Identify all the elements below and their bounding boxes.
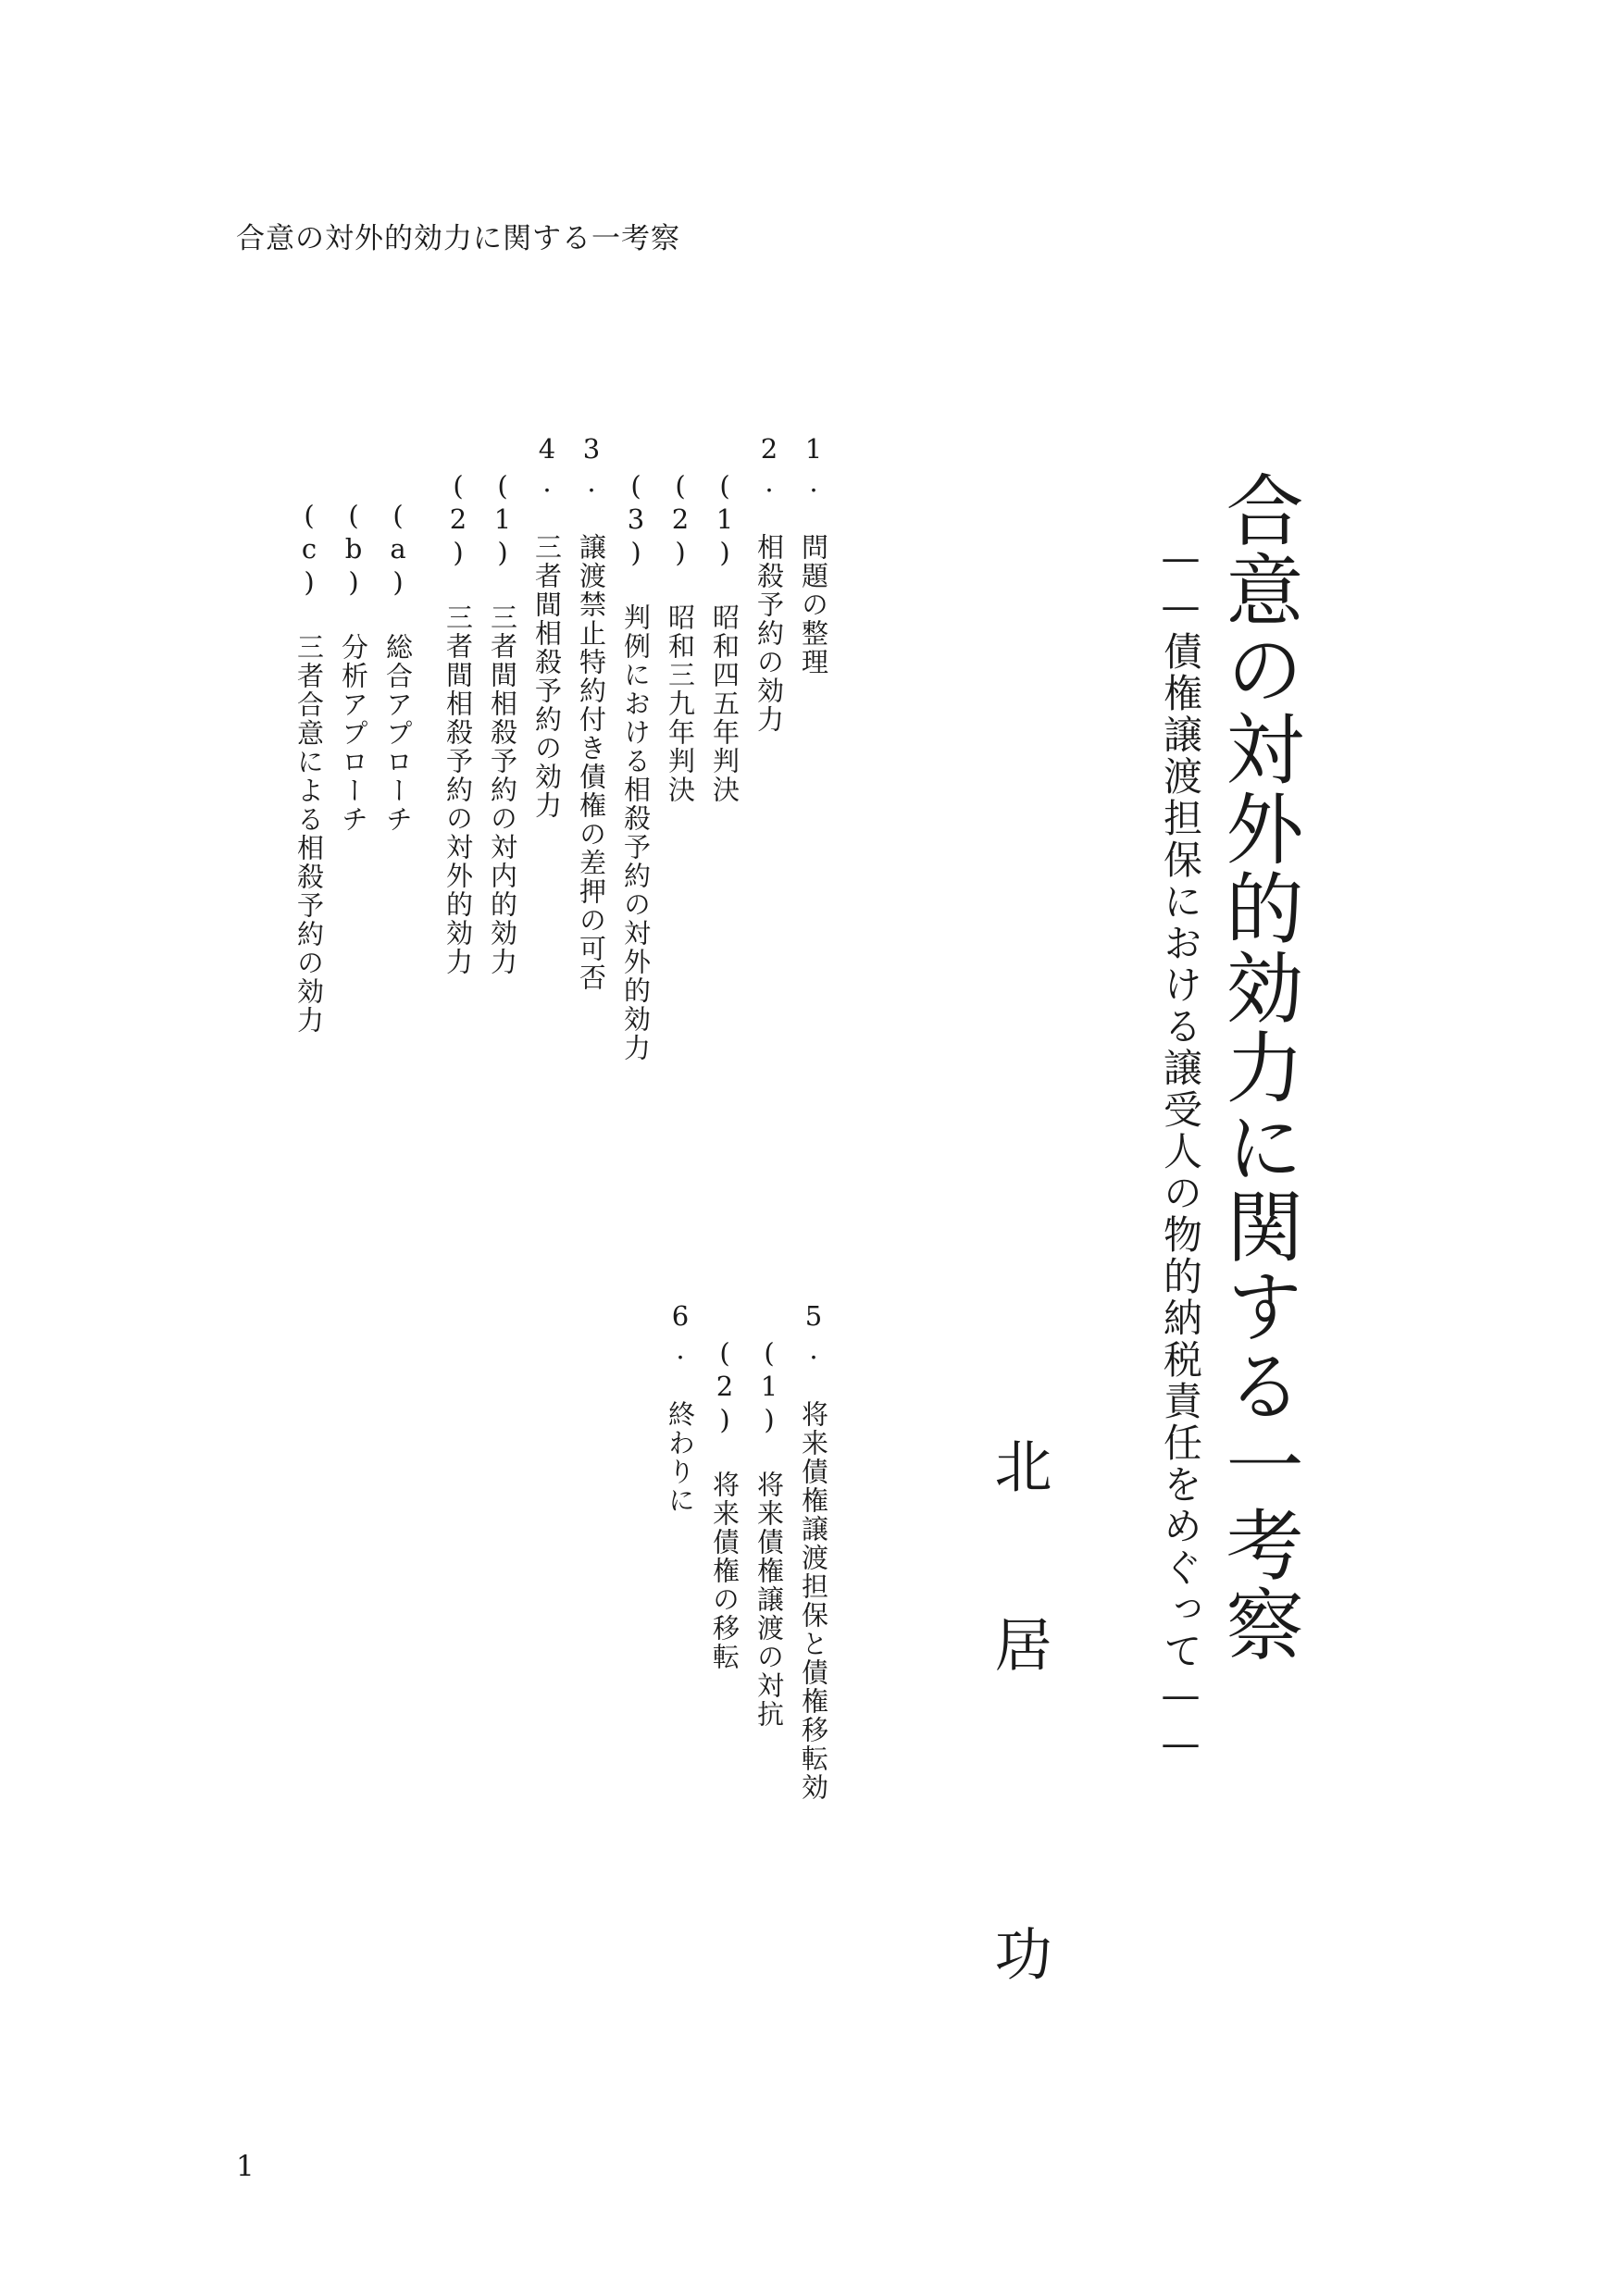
toc-entry: (a) 総合アプローチ bbox=[382, 500, 414, 834]
toc-entry: 5. 将来債権譲渡担保と債権移転効 bbox=[798, 1300, 829, 1802]
toc-entry: (c) 三者合意による相殺予約の効力 bbox=[293, 500, 325, 1035]
toc-entry: 6. 終わりに bbox=[665, 1300, 696, 1515]
author-name-char-3: 功 bbox=[985, 1924, 1052, 1981]
toc-entry: 2. 相殺予約の効力 bbox=[753, 433, 785, 734]
toc-entry: (1) 三者間相殺予約の対内的効力 bbox=[487, 470, 518, 976]
toc-entry: 4. 三者間相殺予約の効力 bbox=[531, 433, 563, 820]
author-name-char-1: 北 bbox=[985, 1436, 1052, 1494]
toc-entry: (2) 三者間相殺予約の対外的効力 bbox=[442, 470, 474, 976]
toc-entry: 3. 譲渡禁止特約付き債権の差押の可否 bbox=[576, 433, 607, 992]
toc-entry: (3) 判例における相殺予約の対外的効力 bbox=[620, 470, 652, 1062]
article-title: 合意の対外的効力に関する一考察 bbox=[1214, 470, 1304, 1664]
article-subtitle: ——債権譲渡担保における譲受人の物的納税責任をめぐって—— bbox=[1158, 535, 1203, 1769]
running-header: 合意の対外的効力に関する一考察 bbox=[236, 222, 680, 255]
toc-entry: (1) 将来債権譲渡の対抗 bbox=[753, 1337, 785, 1729]
toc-entry: (2) 将来債権の移転 bbox=[709, 1337, 741, 1671]
toc-entry: 1. 問題の整理 bbox=[798, 433, 829, 676]
toc-entry: (1) 昭和四五年判決 bbox=[709, 470, 741, 804]
page-number: 1 bbox=[236, 2150, 255, 2183]
toc-entry: (b) 分析アプローチ bbox=[338, 500, 369, 834]
author-name-char-2: 居 bbox=[985, 1615, 1052, 1672]
toc-entry: (2) 昭和三九年判決 bbox=[665, 470, 696, 804]
